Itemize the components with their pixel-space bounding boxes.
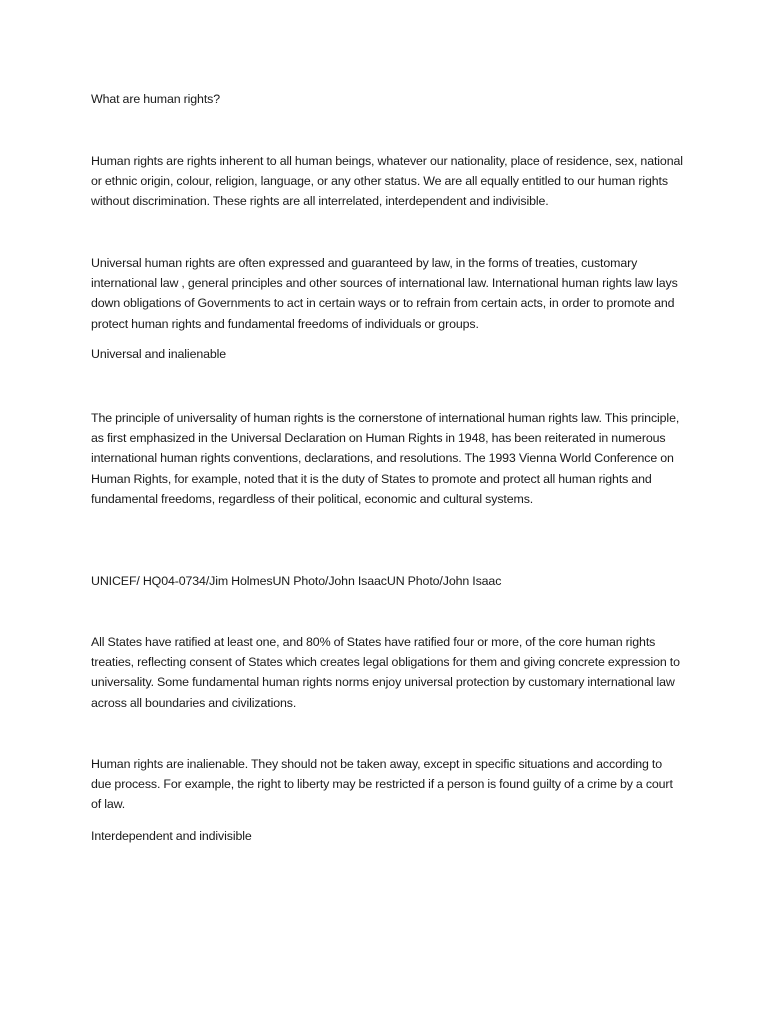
section-heading-universal: Universal and inalienable bbox=[91, 347, 227, 361]
international-law-paragraph: Universal human rights are often expressed and guaranteed by law, in the forms of treaties, customary international law , general principles and other sources of international law. International human rights law lays down obligations of Governments to act in certain ways or to refrain from certain acts, in order to promote and protect human rights and fundamental freedoms of individuals or groups. bbox=[91, 256, 678, 331]
question-heading: What are human rights? bbox=[91, 92, 220, 106]
universality-paragraph: The principle of universality of human rights is the cornerstone of international human rights law. This principle, as first emphasized in the Universal Declaration on Human Rights in 1948, has been reiterated in numerous international human rights conventions, declarations, and resolutions. The 1993 Vienna World Conference on Human Rights, for example, noted that it is the duty of States to promote and protect all human rights and fundamental freedoms, regardless of their political, economic and cultural systems. bbox=[91, 411, 680, 506]
photo-credits: UNICEF/ HQ04-0734/Jim HolmesUN Photo/John IsaacUN Photo/John Isaac bbox=[91, 574, 502, 588]
section-heading-interdependent: Interdependent and indivisible bbox=[91, 829, 252, 843]
inalienable-paragraph: Human rights are inalienable. They should not be taken away, except in specific situations and according to due process. For example, the right to liberty may be restricted if a person is found guilty of a crime by a court of law. bbox=[91, 757, 673, 812]
intro-paragraph: Human rights are rights inherent to all human beings, whatever our nationality, place of residence, sex, national or ethnic origin, colour, religion, language, or any other status. We are all equally entitled to our human rights without discrimination. These rights are all interrelated, interdependent and indivisible. bbox=[91, 154, 683, 209]
ratification-paragraph: All States have ratified at least one, and 80% of States have ratified four or more, of the core human rights treaties, reflecting consent of States which creates legal obligations for them and giving concrete expression to universality. Some fundamental human rights norms enjoy universal protection by customary international law across all boundaries and civilizations. bbox=[91, 635, 680, 710]
